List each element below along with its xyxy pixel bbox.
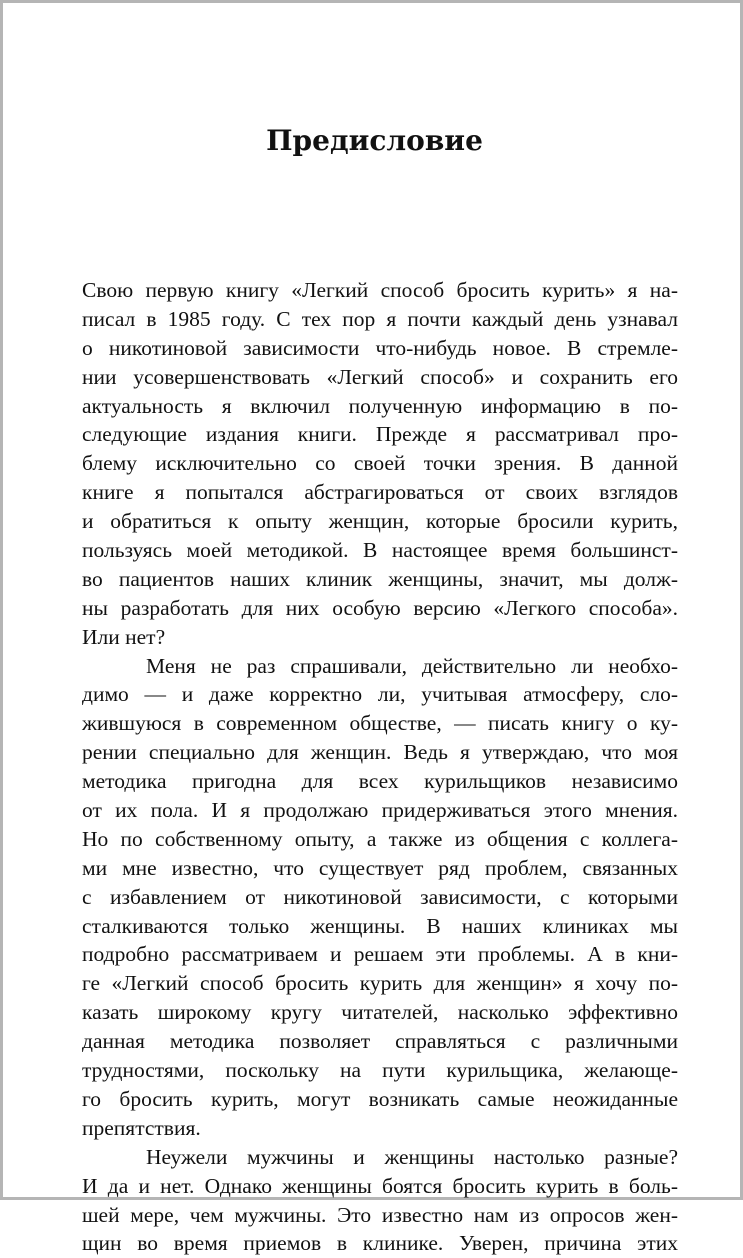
text-line: пользуясь моей методикой. В настоящее время большинст-: [82, 538, 678, 563]
text-line: И да и нет. Однако женщины боятся бросить курить в боль-: [82, 1173, 678, 1198]
text-line: щин во время приемов в клинике. Уверен, причина этих: [82, 1231, 678, 1256]
text-line: Неужели мужчины и женщины настолько разные?: [146, 1144, 678, 1169]
text-line: книге я попытался абстрагироваться от своих взглядов: [82, 480, 678, 505]
text-line: Или нет?: [82, 624, 166, 649]
text-line: и обратиться к опыту женщин, которые бросили курить,: [82, 509, 678, 534]
text-line: рении специально для женщин. Ведь я утверждаю, что моя: [82, 740, 678, 765]
text-line: о никотиновой зависимости что-нибудь новое. В стремле-: [82, 335, 678, 360]
text-line: подробно рассматриваем и решаем эти проблемы. А в кни-: [82, 942, 678, 967]
chapter-title: Предисловие: [266, 124, 483, 157]
text-line: жившуюся в современном обществе, — писать книгу о ку-: [82, 711, 678, 736]
text-line: трудностями, поскольку на пути курильщика, желающе-: [82, 1058, 678, 1083]
text-line: следующие издания книги. Прежде я рассматривал про-: [82, 422, 678, 447]
text-line: нии усовершенствовать «Легкий способ» и сохранить его: [82, 364, 678, 389]
text-line: го бросить курить, могут возникать самые неожиданные: [82, 1086, 678, 1111]
text-line: Свою первую книгу «Легкий способ бросить курить» я на-: [82, 278, 678, 302]
body-text: [82, 276, 678, 1258]
text-line: Меня не раз спрашивали, действительно ли необхо-: [146, 653, 678, 678]
text-line: актуальность я включил полученную информацию в по-: [82, 393, 678, 418]
text-line: блему исключительно со своей точки зрения. В данной: [82, 451, 678, 476]
text-line: препятствия.: [82, 1115, 201, 1140]
text-line: данная методика позволяет справляться с различными: [82, 1029, 678, 1054]
text-line: ге «Легкий способ бросить курить для женщин» я хочу по-: [82, 971, 678, 996]
text-line: ны разработать для них особую версию «Легкого способа».: [82, 595, 678, 620]
text-line: сталкиваются только женщины. В наших клиниках мы: [82, 913, 678, 938]
text-line: от их пола. И я продолжаю придерживаться этого мнения.: [82, 798, 678, 823]
text-line: казать широкому кругу читателей, насколько эффективно: [82, 1000, 678, 1025]
text-line: ми мне известно, что существует ряд проблем, связанных: [82, 855, 678, 880]
text-line: методика пригодна для всех курильщиков независимо: [82, 769, 678, 794]
text-line: с избавлением от никотиновой зависимости, с которыми: [82, 884, 678, 909]
text-line: Но по собственному опыту, а также из общения с коллега-: [82, 826, 678, 851]
text-line: димо — и даже корректно ли, учитывая атмосферу, сло-: [82, 682, 678, 707]
text-line: шей мере, чем мужчины. Это известно нам из опросов жен-: [82, 1202, 678, 1227]
text-line: писал в 1985 году. С тех пор я почти каждый день узнавал: [82, 306, 678, 331]
text-line: во пациентов наших клиник женщины, значит, мы долж-: [82, 566, 678, 591]
